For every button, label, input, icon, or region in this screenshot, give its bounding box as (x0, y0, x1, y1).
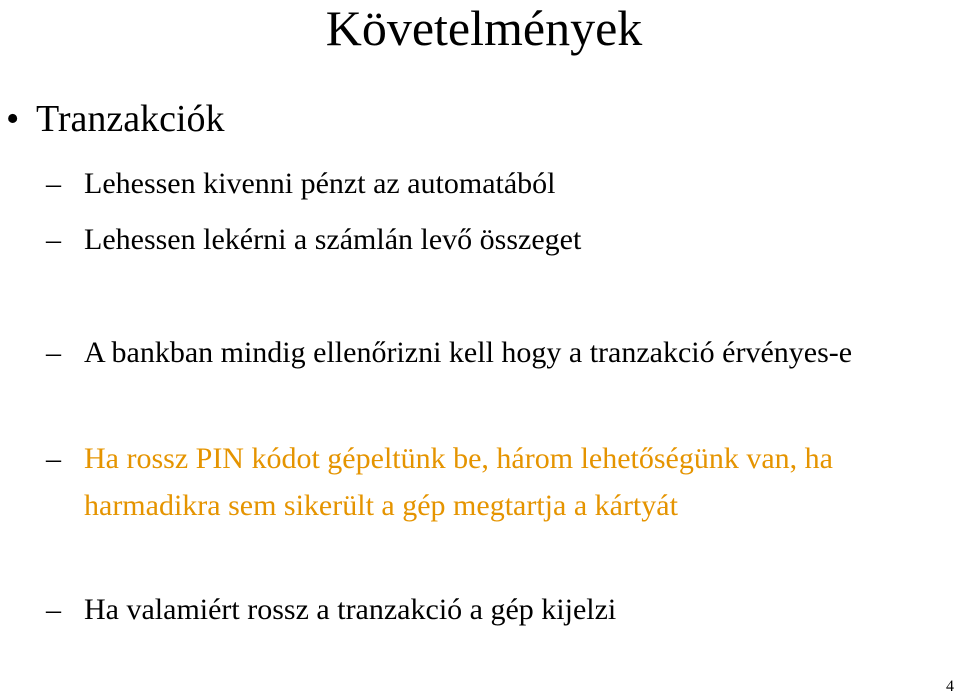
dash-marker: – (46, 167, 61, 200)
page-number: 4 (946, 678, 954, 695)
sub-item-text: Ha valamiért rossz a tranzakció a gép kijelzi (84, 593, 617, 626)
slide-title-text: Követelmények (325, 0, 643, 56)
dash-marker: – (46, 442, 61, 475)
dash-marker: – (46, 223, 61, 256)
bullet-label: Tranzakciók (36, 98, 225, 140)
dash-marker: – (46, 593, 61, 626)
slide-title (0, 0, 960, 56)
bullet-tranzakciok (6, 97, 225, 141)
sub-item-balance (46, 222, 581, 257)
sub-item-withdraw (46, 166, 556, 201)
sub-item-text: Lehessen lekérni a számlán levő összeget (84, 223, 582, 256)
sub-item-text: A bankban mindig ellenőrizni kell hogy a tranzakció érvényes-e (84, 336, 853, 369)
sub-item-text: Lehessen kivenni pénzt az automatából (84, 167, 556, 200)
sub-item-pin (46, 441, 956, 529)
sub-item-text: Ha rossz PIN kódot gépeltünk be, három lehetőségünk van, ha harmadikra sem sikerült a gép megtartja a kártyát (84, 442, 841, 522)
dash-marker: – (46, 336, 61, 369)
bullet-marker: • (6, 98, 20, 140)
sub-item-validate (46, 335, 946, 377)
sub-item-error (46, 592, 616, 627)
